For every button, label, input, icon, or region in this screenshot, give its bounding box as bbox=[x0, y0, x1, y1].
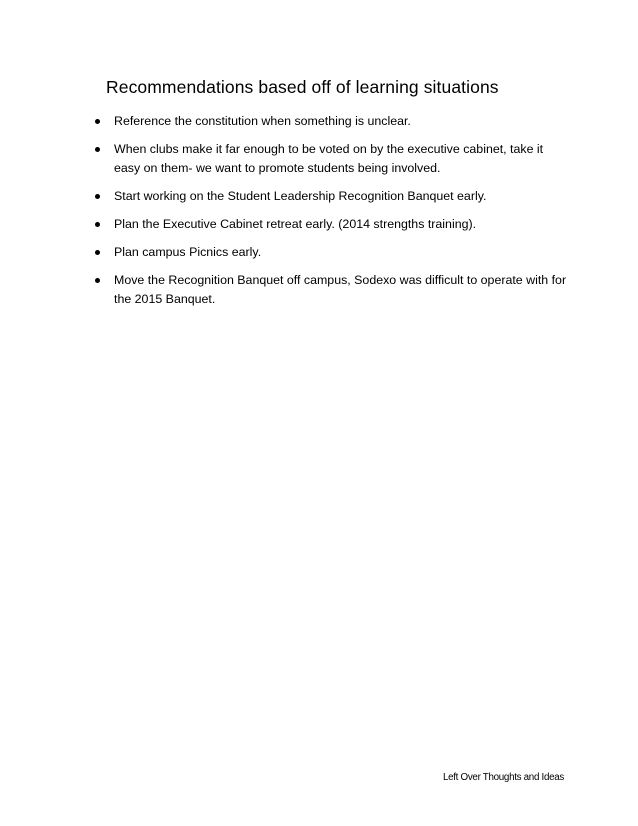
bullet-icon bbox=[95, 278, 100, 283]
list-item-text: Reference the constitution when something is unclear. bbox=[114, 114, 411, 128]
page-footer: Left Over Thoughts and Ideas bbox=[442, 772, 564, 783]
list-item-text: When clubs make it far enough to be voted on by the executive cabinet, take it easy on them- we want to promote students being involved. bbox=[114, 142, 544, 175]
bullet-icon bbox=[95, 147, 100, 152]
list-item bbox=[92, 187, 572, 206]
list-item bbox=[92, 112, 572, 131]
list-item-text: Plan campus Picnics early. bbox=[114, 245, 262, 259]
list-item bbox=[92, 215, 572, 234]
list-item bbox=[92, 140, 572, 178]
bullet-icon bbox=[95, 119, 100, 124]
list-item bbox=[92, 271, 572, 309]
list-item-text: Move the Recognition Banquet off campus, Sodexo was difficult to operate with for the 2015 Banquet. bbox=[114, 273, 567, 306]
list-item bbox=[92, 243, 572, 262]
list-item-text: Plan the Executive Cabinet retreat early. (2014 strengths training). bbox=[114, 217, 477, 231]
bullet-icon bbox=[95, 250, 100, 255]
bullet-icon bbox=[95, 222, 100, 227]
bullet-icon bbox=[95, 194, 100, 199]
recommendations-list bbox=[92, 112, 572, 318]
section-title: Recommendations based off of learning situations bbox=[106, 77, 499, 97]
list-item-text: Start working on the Student Leadership Recognition Banquet early. bbox=[114, 189, 487, 203]
